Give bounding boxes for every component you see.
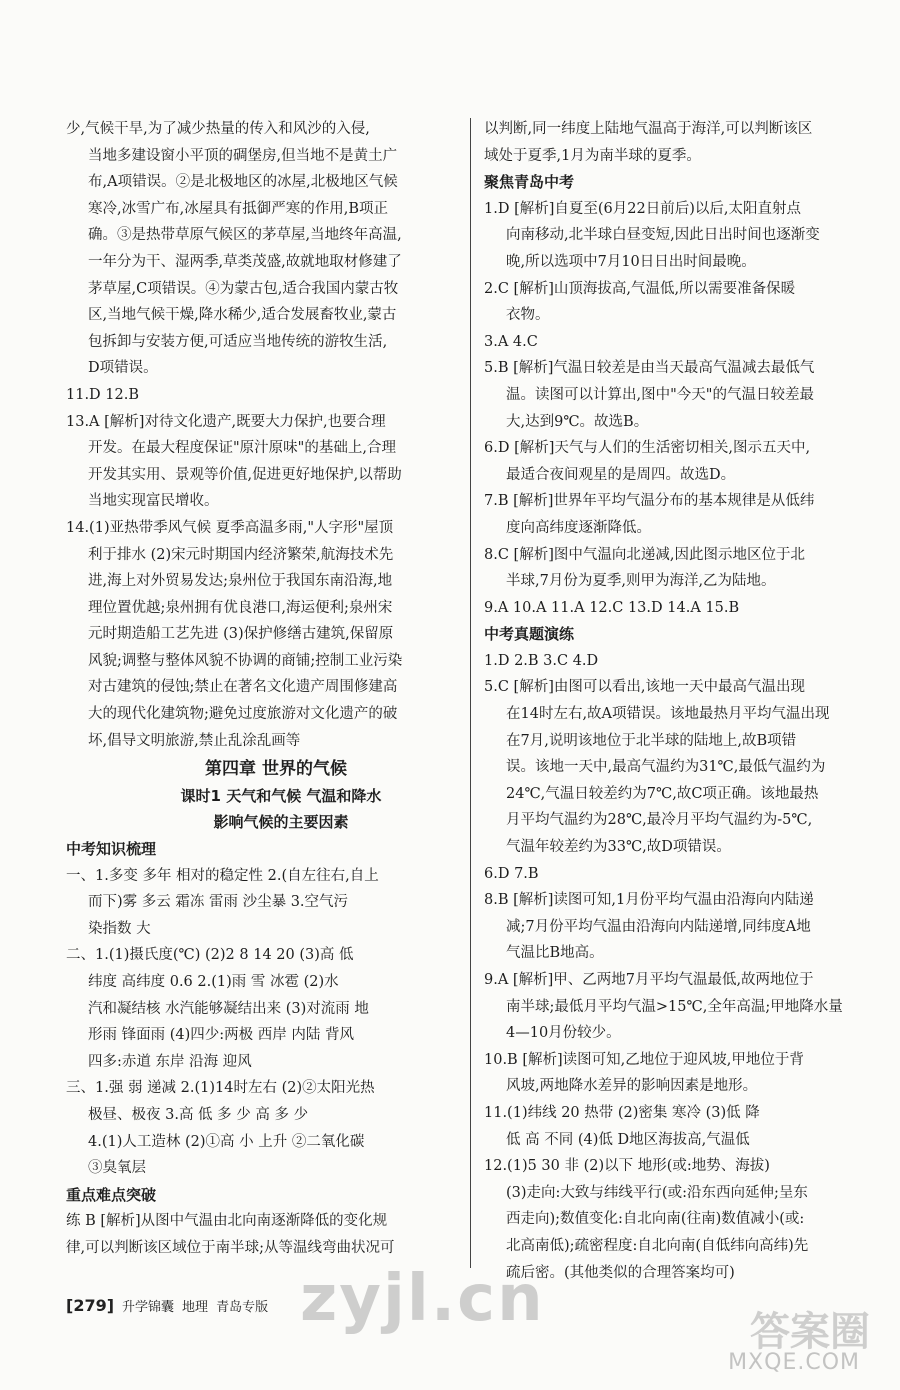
text-line: 二、1.(1)摄氏度(℃) (2)2 8 14 20 (3)高 低 xyxy=(66,947,354,964)
text-line: 一、1.多变 多年 相对的稳定性 2.(自左往右,自上 xyxy=(66,867,379,884)
key-points-block xyxy=(66,1208,456,1261)
text-line: 大的现代化建筑物;避免过度旅游对文化遗产的破 xyxy=(88,706,398,723)
chapter-title: 第四章 世界的气候 xyxy=(205,759,347,780)
text-line: 一年分为干、湿两季,草类茂盛,故就地取材修建了 xyxy=(88,253,402,270)
text-line: 1.D [解析]自夏至(6月22日前后)以后,太阳直射点 xyxy=(484,200,801,217)
text-line: 极昼、极夜 3.高 低 多 少 高 多 少 xyxy=(88,1106,309,1123)
text-line: 寒冷,冰雪广布,冰屋具有抵御严寒的作用,B项正 xyxy=(88,200,388,217)
text-line: 南半球;最低月平均气温>15℃,全年高温;甲地降水量 xyxy=(506,998,843,1015)
subject-label: 地理 xyxy=(182,1300,209,1315)
text-line: 三、1.强 弱 递减 2.(1)14时左右 (2)②太阳光热 xyxy=(66,1080,375,1097)
text-line: 律,可以判断该区域位于南半球;从等温线弯曲状况可 xyxy=(66,1239,395,1256)
text-line: 低 高 不同 (4)低 D地区海拔高,气温低 xyxy=(506,1131,750,1148)
text-line: (3)走向:大致与纬线平行(或:沿东西向延伸;呈东 xyxy=(506,1184,808,1201)
continued-answer-block xyxy=(66,116,456,754)
text-line: 4.(1)人工造林 (2)①高 小 上升 ②二氧化碳 xyxy=(88,1133,365,1150)
text-line: 14.(1)亚热带季风气候 夏季高温多雨,"人字形"屋顶 xyxy=(66,519,394,536)
text-line: 8.B [解析]读图可知,1月份平均气温由沿海向内陆递 xyxy=(484,892,814,909)
text-line: 3.A 4.C xyxy=(484,333,538,350)
text-line: 13.A [解析]对待文化遗产,既要大力保护,也要合理 xyxy=(66,413,386,430)
text-line: 12.(1)5 30 非 (2)以下 地形(或:地势、海拔) xyxy=(484,1158,770,1175)
text-line: 向南移动,北半球白昼变短,因此日出时间也逐渐变 xyxy=(506,227,820,244)
text-line: 四多:赤道 东岸 沿海 迎风 xyxy=(88,1053,252,1070)
text-line: 染指数 大 xyxy=(88,920,151,937)
url-watermark: MXQE.COM xyxy=(728,1350,860,1375)
text-line: 包拆卸与安装方便,可适应当地传统的游牧生活, xyxy=(88,333,388,350)
text-line: 风貌;调整与整体风貌不协调的商铺;控制工业污染 xyxy=(88,652,403,669)
text-line: 区,当地气候干燥,降水稀少,适合发展畜牧业,蒙古 xyxy=(88,307,397,324)
edition-label: 青岛专版 xyxy=(216,1300,269,1315)
text-line: 开发。在最大程度保证"原汁原味"的基础上,合理 xyxy=(88,440,396,457)
text-line: 风坡,两地降水差异的影响因素是地形。 xyxy=(506,1078,758,1095)
text-line: 1.D 2.B 3.C 4.D xyxy=(484,652,599,669)
text-line: 4—10月份较少。 xyxy=(506,1025,621,1042)
column-divider xyxy=(470,118,471,1268)
text-line: 茅草屋,C项错误。④为蒙古包,适合我国内蒙古牧 xyxy=(88,280,399,297)
text-line: 度向高纬度逐渐降低。 xyxy=(506,519,651,536)
text-line: 9.A 10.A 11.A 12.C 13.D 14.A 15.B xyxy=(484,599,740,616)
text-line: 形雨 锋面雨 (4)四少:两极 西岸 内陆 背风 xyxy=(88,1027,354,1044)
text-line: 6.D [解析]天气与人们的生活密切相关,图示五天中, xyxy=(484,440,811,457)
text-line: 6.D 7.B xyxy=(484,865,539,882)
text-line: D项错误。 xyxy=(88,360,158,377)
text-line: 气温年较差约为33℃,故D项错误。 xyxy=(506,839,731,856)
text-line: 气温比B地高。 xyxy=(506,945,604,962)
text-line: 开发其实用、景观等价值,促进更好地保护,以帮助 xyxy=(88,466,402,483)
text-line: 11.D 12.B xyxy=(66,386,140,403)
text-line: 9.A [解析]甲、乙两地7月平均气温最低,故两地位于 xyxy=(484,972,814,988)
text-line: 温。读图可以计算出,图中"今天"的气温日较差最 xyxy=(506,386,814,403)
text-line: 最适合夜间观星的是周四。故选D。 xyxy=(506,466,736,483)
text-line: 少,气候干旱,为了减少热量的传入和风沙的入侵, xyxy=(66,121,370,137)
text-line: 误。该地一天中,最高气温约为31℃,最低气温约为 xyxy=(506,759,826,776)
text-line: 当地实现富民增收。 xyxy=(88,493,219,510)
text-line: 布,A项错误。②是北极地区的冰屋,北极地区气候 xyxy=(88,174,398,191)
text-line: 坏,倡导文明旅游,禁止乱涂乱画等 xyxy=(88,732,301,749)
text-line: 24℃,气温日较差约为7℃,故C项正确。该地最热 xyxy=(506,785,819,802)
book-title: 升学锦囊 xyxy=(122,1300,175,1315)
text-line: 10.B [解析]读图可知,乙地位于迎风坡,甲地位于背 xyxy=(484,1051,804,1068)
lesson-subtitle: 影响气候的主要因素 xyxy=(213,813,349,832)
page-footer xyxy=(66,1296,268,1315)
section-heading-knowledge: 中考知识梳理 xyxy=(66,840,157,859)
text-line: 而下)雾 多云 霜冻 雷雨 沙尘暴 3.空气污 xyxy=(88,894,349,911)
knowledge-block xyxy=(66,863,456,1182)
text-line: 5.C [解析]由图可以看出,该地一天中最高气温出现 xyxy=(484,679,805,696)
text-line: 确。③是热带草原气候区的茅草屋,当地终年高温, xyxy=(88,227,402,244)
section-heading-qingdao: 聚焦青岛中考 xyxy=(484,173,575,192)
text-line: 纬度 高纬度 0.6 2.(1)雨 雪 冰雹 (2)水 xyxy=(88,974,339,990)
text-line: 在7月,说明该地位于北半球的陆地上,故B项错 xyxy=(506,732,797,749)
text-line: 晚,所以选项中7月10日日出时间最晚。 xyxy=(506,253,756,270)
text-line: 疏后密。(其他类似的合理答案均可) xyxy=(506,1264,735,1281)
text-line: 元时期造船工艺先进 (3)保护修缮古建筑,保留原 xyxy=(88,626,394,643)
page-number: [279] xyxy=(66,1296,115,1315)
text-line: 2.C [解析]山顶海拔高,气温低,所以需要准备保暖 xyxy=(484,280,796,297)
text-line: 汽和凝结核 水汽能够凝结出来 (3)对流雨 地 xyxy=(88,1000,369,1017)
text-line: 8.C [解析]图中气温向北递减,因此图示地区位于北 xyxy=(484,546,805,563)
section-heading-key-points: 重点难点突破 xyxy=(66,1185,157,1204)
text-line: 以判断,同一纬度上陆地气温高于海洋,可以判断该区 xyxy=(484,121,813,137)
text-line: ③臭氧层 xyxy=(88,1160,146,1177)
text-line: 北高南低);疏密程度:自北向南(自低纬向高纬)先 xyxy=(506,1237,809,1254)
text-line: 对古建筑的侵蚀;禁止在著名文化遗产周围修建高 xyxy=(88,679,398,696)
text-line: 月平均气温约为28℃,最冷月平均气温约为-5℃, xyxy=(506,812,813,829)
logo-watermark: 答案圈 xyxy=(750,1309,870,1355)
text-line: 进,海上对外贸易发达;泉州位于我国东南沿海,地 xyxy=(88,573,393,590)
left-column xyxy=(66,116,456,1262)
real-exam-block xyxy=(484,648,872,1286)
lesson-title: 课时1 天气和气候 气温和降水 xyxy=(180,786,382,805)
text-line: 练 B [解析]从图中气温由北向南逐渐降低的变化规 xyxy=(66,1213,388,1230)
text-line: 衣物。 xyxy=(506,307,550,324)
continued-key-block xyxy=(484,116,872,169)
text-line: 域处于夏季,1月为南半球的夏季。 xyxy=(484,147,701,164)
text-line: 7.B [解析]世界年平均气温分布的基本规律是从低纬 xyxy=(484,493,815,510)
right-column xyxy=(484,116,872,1286)
text-line: 大,达到9℃。故选B。 xyxy=(506,413,649,430)
text-line: 当地多建设窗小平顶的碉堡房,但当地不是黄土广 xyxy=(88,147,398,164)
text-line: 利于排水 (2)宋元时期国内经济繁荣,航海技术先 xyxy=(88,546,394,563)
site-watermark: zyjl.cn xyxy=(300,1262,545,1336)
text-line: 减;7月份平均气温由沿海向内陆递增,同纬度A地 xyxy=(506,918,811,935)
text-line: 5.B [解析]气温日较差是由当天最高气温减去最低气 xyxy=(484,360,815,377)
text-line: 西走向);数值变化:自北向南(往南)数值减小(或: xyxy=(506,1211,805,1228)
text-line: 理位置优越;泉州拥有优良港口,海运便利;泉州宋 xyxy=(88,599,393,616)
text-line: 半球,7月份为夏季,则甲为海洋,乙为陆地。 xyxy=(506,573,776,590)
text-line: 在14时左右,故A项错误。该地最热月平均气温出现 xyxy=(506,706,830,723)
text-line: 11.(1)纬线 20 热带 (2)密集 寒冷 (3)低 降 xyxy=(484,1104,760,1121)
section-heading-real-exam: 中考真题演练 xyxy=(484,625,575,644)
qingdao-block xyxy=(484,196,872,622)
